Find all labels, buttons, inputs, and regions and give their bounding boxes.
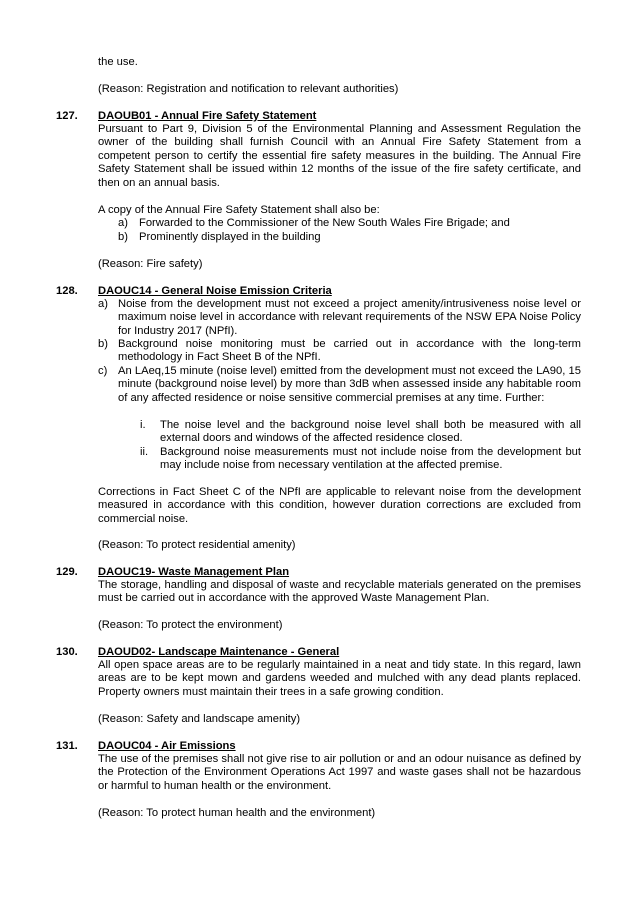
- sublist-item: The noise level and the background noise level shall both be measured with all external doors and windows of the affected residence closed.: [160, 419, 581, 445]
- condition-number: 130.: [56, 646, 78, 658]
- reason-text: (Reason: Registration and notification to relevant authorities): [98, 83, 399, 95]
- condition-paragraph: Corrections in Fact Sheet C of the NPfI are applicable to relevant noise from the development measured in accordance with this condition, however duration corrections are excluded from commercial noise.: [98, 486, 581, 525]
- condition-paragraph: The use of the premises shall not give rise to air pollution or and an odour nuisance as defined by the Protection of the Environment Operations Act 1997 and waste gases shall not be hazardous or harmful to human health or the environment.: [98, 753, 581, 792]
- reason-text: (Reason: To protect residential amenity): [98, 539, 296, 551]
- condition-heading: DAOUB01 - Annual Fire Safety Statement: [98, 110, 317, 122]
- list-item: Forwarded to the Commissioner of the New South Wales Fire Brigade; and: [139, 217, 510, 229]
- list-label: a): [98, 298, 108, 310]
- condition-heading: DAOUC19- Waste Management Plan: [98, 566, 290, 578]
- list-label: c): [98, 365, 108, 377]
- sublist-label: ii.: [140, 446, 149, 458]
- condition-heading: DAOUD02- Landscape Maintenance - General: [98, 646, 340, 658]
- reason-text: (Reason: Safety and landscape amenity): [98, 713, 301, 725]
- list-item: Noise from the development must not exceed a project amenity/intrusiveness noise level or maximum noise level in accordance with relevant requirements of the NSW EPA Noise Policy for Industry 2017 (NPfI).: [118, 298, 581, 337]
- continuation-text: the use.: [98, 56, 138, 68]
- condition-heading: DAOUC04 - Air Emissions: [98, 740, 236, 752]
- condition-number: 128.: [56, 285, 78, 297]
- list-item: An LAeq,15 minute (noise level) emitted from the development must not exceed the LA90, 15 minute (background noise level) by more than 3dB when assessed inside any habitable room of any affected residence or noise sensitive commercial premises at any time. Further:: [118, 365, 581, 404]
- condition-paragraph: All open space areas are to be regularly maintained in a neat and tidy state. In this regard, lawn areas are to be kept mown and gardens weeded and mulched with any dead plants replaced. Property owners must maintain their trees in a safe growing condition.: [98, 659, 581, 698]
- condition-number: 129.: [56, 566, 78, 578]
- list-label: b): [98, 338, 108, 350]
- condition-number: 131.: [56, 740, 78, 752]
- list-item: Background noise monitoring must be carried out in accordance with the long-term methodology in Fact Sheet B of the NPfI.: [118, 338, 581, 364]
- condition-paragraph: A copy of the Annual Fire Safety Statement shall also be:: [98, 204, 380, 216]
- reason-text: (Reason: To protect the environment): [98, 619, 283, 631]
- sublist-item: Background noise measurements must not include noise from the development but may include noise from necessary ventilation at the affected premise.: [160, 446, 581, 472]
- list-label: a): [118, 217, 128, 229]
- reason-text: (Reason: Fire safety): [98, 258, 203, 270]
- sublist-label: i.: [140, 419, 146, 431]
- condition-paragraph: The storage, handling and disposal of waste and recyclable materials generated on the premises must be carried out in accordance with the approved Waste Management Plan.: [98, 579, 581, 605]
- condition-number: 127.: [56, 110, 78, 122]
- condition-heading: DAOUC14 - General Noise Emission Criteria: [98, 285, 332, 297]
- reason-text: (Reason: To protect human health and the environment): [98, 807, 376, 819]
- list-item: Prominently displayed in the building: [139, 231, 321, 243]
- condition-paragraph: Pursuant to Part 9, Division 5 of the Environmental Planning and Assessment Regulation the owner of the building shall furnish Council with an Annual Fire Safety Statement from a competent person to certify the essential fire safety measures in the building. The Annual Fire Safety Statement shall be issued within 12 months of the issue of the fire safety certificate, and then on an annual basis.: [98, 123, 581, 189]
- list-label: b): [118, 231, 128, 243]
